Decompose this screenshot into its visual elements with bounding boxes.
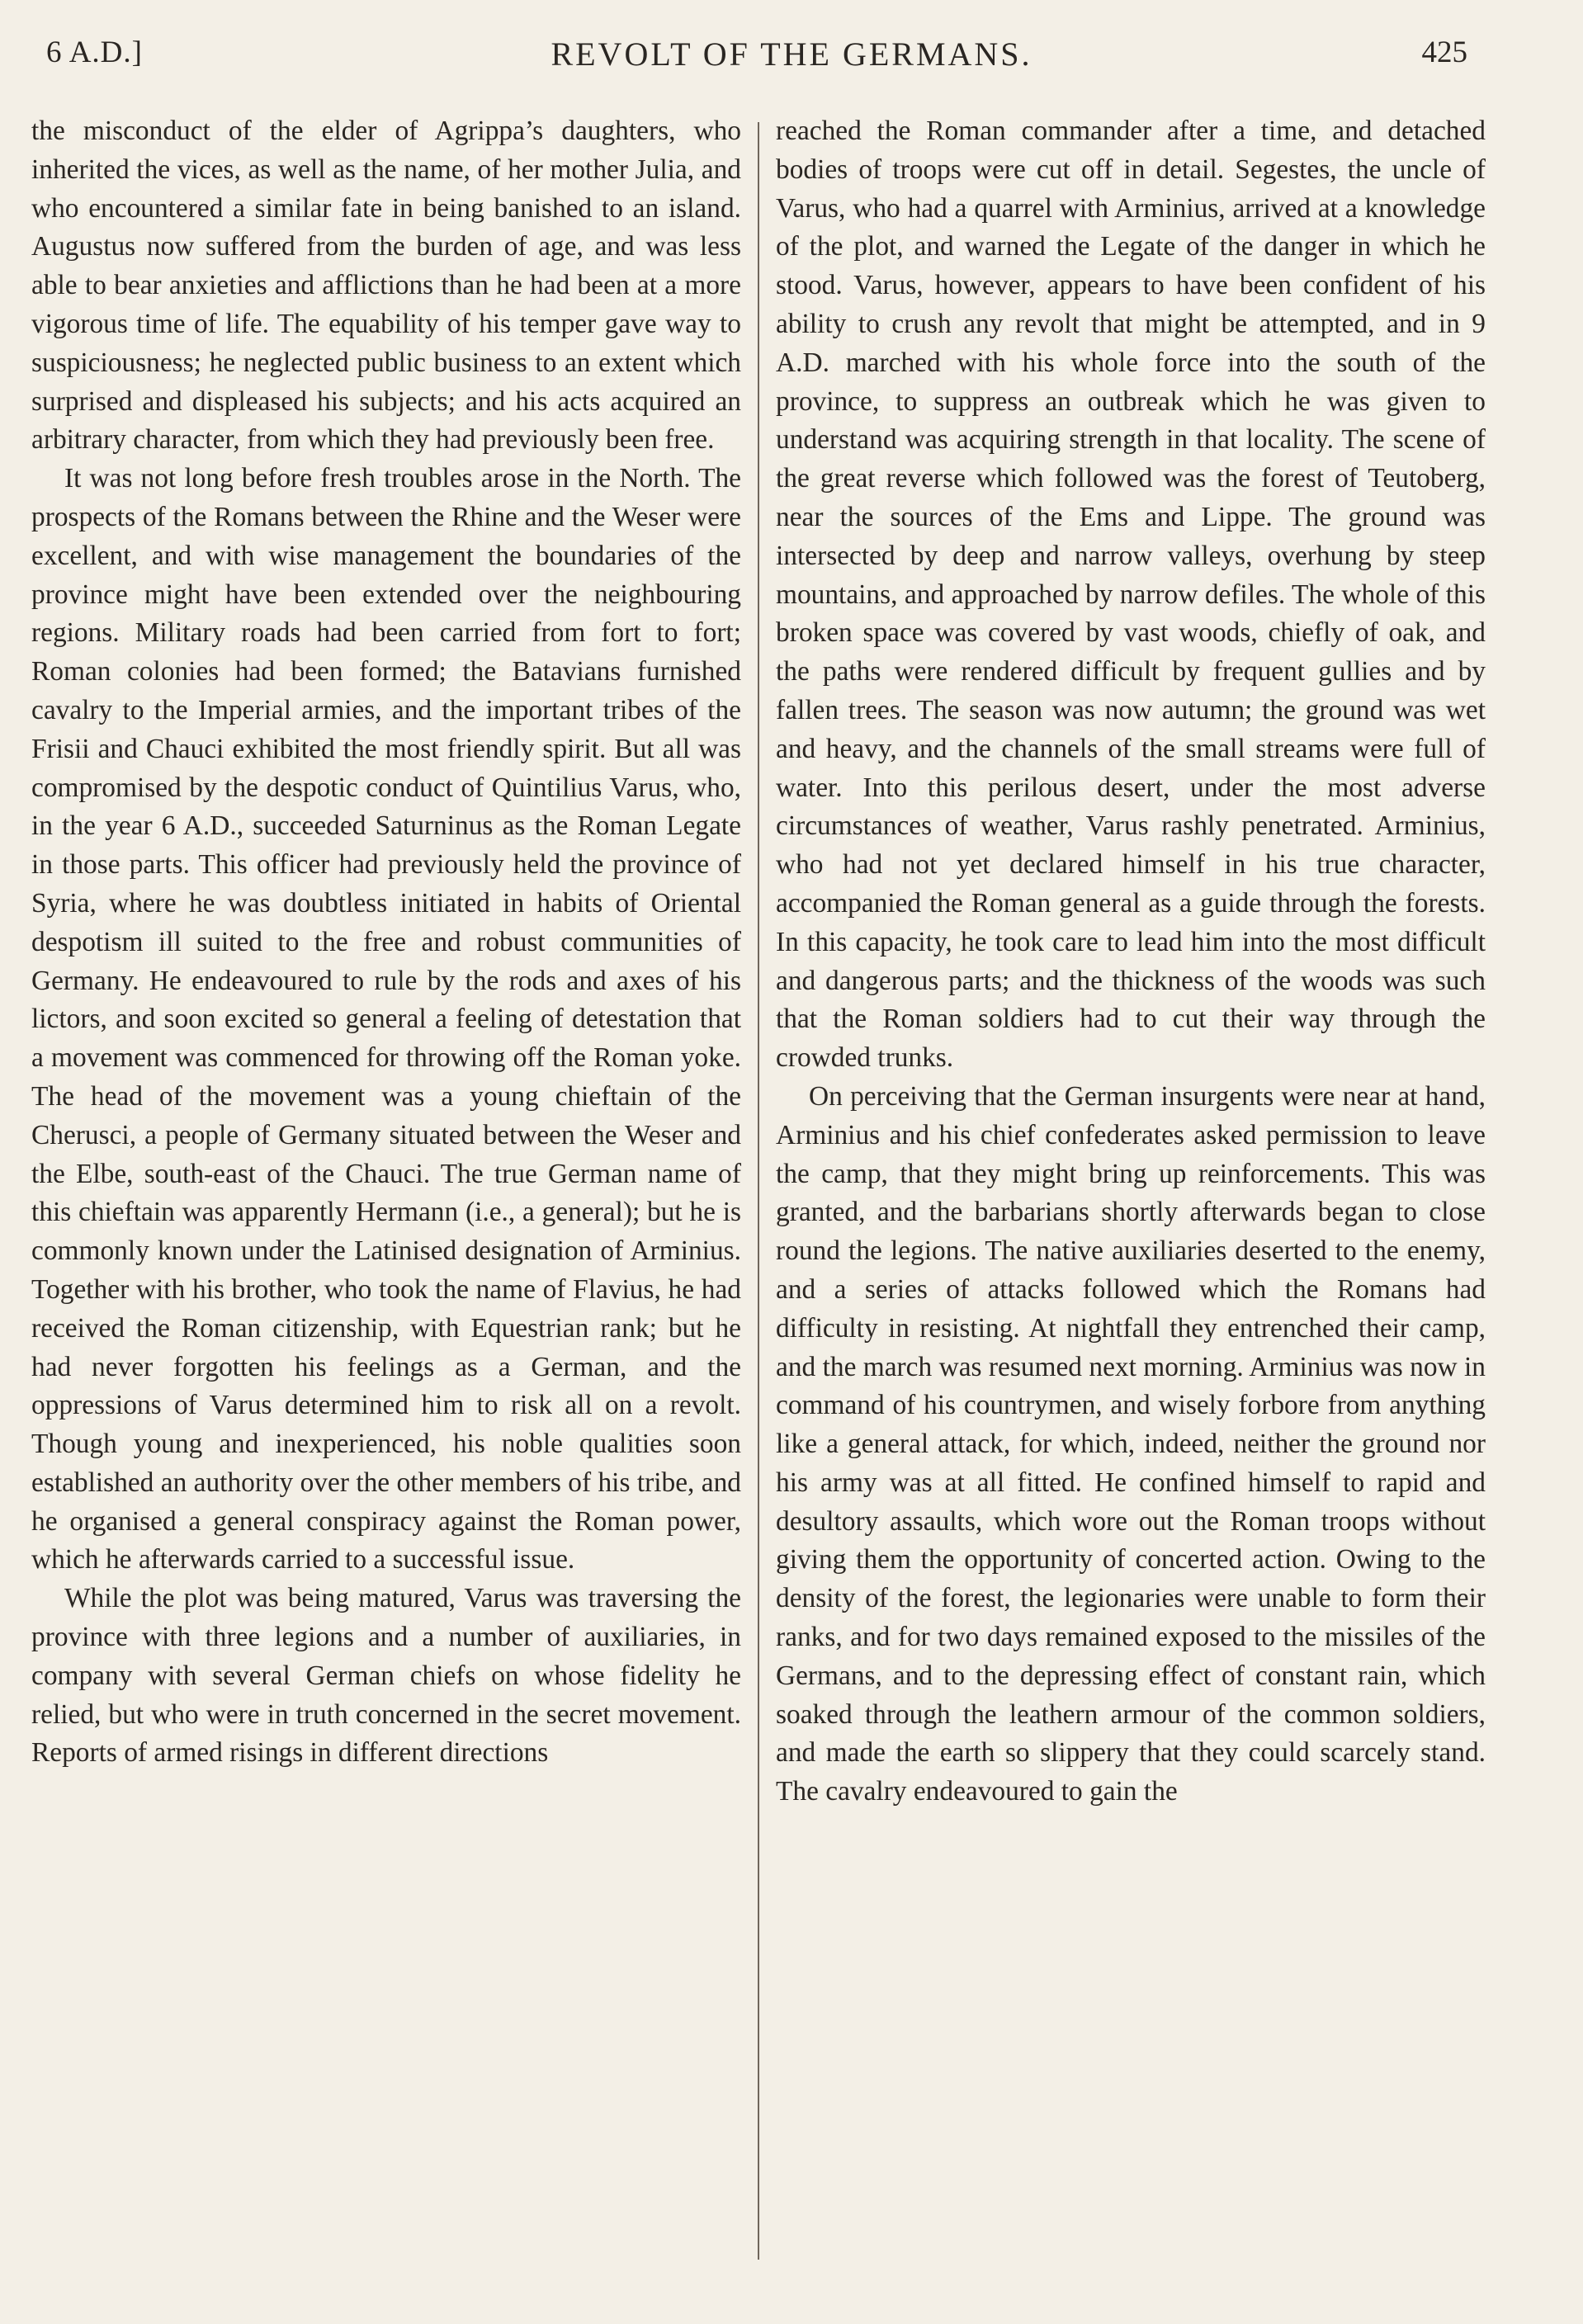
page-number: 425 [1421, 35, 1467, 69]
left-column [31, 112, 741, 1773]
paragraph: While the plot was being matured, Varus was traversing the province with three legions and a number of auxiliaries, in company with several German chiefs on whose fidelity he relied, but who were in truth concerned in the secret movement. Reports of armed risings in different directions [31, 1583, 741, 1769]
header-date-range: 6 A.D.] [46, 35, 143, 69]
running-head [0, 35, 1583, 84]
header-chapter-title: REVOLT OF THE GERMANS. [551, 35, 1032, 73]
paragraph: On perceiving that the German insurgents were near at hand, Arminius and his chief confederates asked permission to leave the camp, that they might bring up reinforcements. This was granted, and the barbarians shortly afterwards began to close round the legions. The native auxiliaries deserted to the enemy, and a series of attacks followed which the Romans had difficulty in resisting. At nightfall they entrenched their camp, and the march was resumed next morning. Arminius was now in command of his countrymen, and wisely forbore from anything like a general attack, for which, indeed, neither the ground nor his army was at all fitted. He confined himself to rapid and desultory assaults, which wore out the Roman troops without giving them the opportunity of concerted action. Owing to the density of the forest, the legionaries were unable to form their ranks, and for two days remained exposed to the missiles of the Germans, and to the depressing effect of constant rain, which soaked through the leathern armour of the common soldiers, and made the earth so slippery that they could scarcely stand. The cavalry endeavoured to gain the [776, 1080, 1486, 1807]
paragraph: It was not long before fresh troubles arose in the North. The prospects of the Romans between the Rhine and the Weser were excellent, and with wise management the boundaries of the province might have been extended over the neighbouring regions. Military roads had been carried from fort to fort; Roman colonies had been formed; the Batavians furnished cavalry to the Imperial armies, and the important tribes of the Frisii and Chauci exhibited the most friendly spirit. But all was compromised by the despotic conduct of Quintilius Varus, who, in the year 6 A.D., succeeded Saturninus as the Roman Legate in those parts. This officer had previously held the province of Syria, where he was doubtless initiated in habits of Oriental despotism ill suited to the free and robust communities of Germany. He endeavoured to rule by the rods and axes of his lictors, and soon excited so general a feeling of detestation that a movement was commenced for throwing off the Roman yoke. The head of the movement was a young chieftain of the Cherusci, a people of Germany situated between the Weser and the Elbe, south-east of the Chauci. The true German name of this chieftain was apparently Hermann (i.e., a general); but he is commonly known under the Latinised designation of Arminius. Together with his brother, who took the name of Flavius, he had received the Roman citizenship, with Equestrian rank; but he had never forgotten his feelings as a German, and the oppressions of Varus determined him to risk all on a revolt. Though young and inexperienced, his noble qualities soon established an authority over the other members of his tribe, and he organised a general conspiracy against the Roman power, which he afterwards carried to a successful issue. [31, 463, 741, 1575]
paragraph: reached the Roman commander after a time, and detached bodies of troops were cut off in detail. Segestes, the uncle of Varus, who had a quarrel with Arminius, arrived at a knowledge of the plot, and warned the Legate of the danger in which he stood. Varus, however, appears to have been confident of his ability to crush any revolt that might be attempted, and in 9 A.D. marched with his whole force into the south of the province, to suppress an outbreak which he was given to understand was acquiring strength in that locality. The scene of the great reverse which followed was the forest of Teutoberg, near the sources of the Ems and Lippe. The ground was intersected by deep and narrow valleys, overhung by steep mountains, and approached by narrow defiles. The whole of this broken space was covered by vast woods, chiefly of oak, and the paths were rendered difficult by frequent gullies and by fallen trees. The season was now autumn; the ground was wet and heavy, and the channels of the small streams were full of water. Into this perilous desert, under the most adverse circumstances of weather, Varus rashly penetrated. Arminius, who had not yet declared himself in his true character, accompanied the Roman general as a guide through the forests. In this capacity, he took care to lead him into the most difficult and dangerous parts; and the thickness of the woods was such that the Roman soldiers had to cut their way through the crowded trunks. [776, 116, 1486, 1074]
paragraph: the misconduct of the elder of Agrippa’s daughters, who inherited the vices, as well as the name, of her mother Julia, and who encountered a similar fate in being banished to an island. Augustus now suffered from the burden of age, and was less able to bear anxieties and afflictions than he had been at a more vigorous time of life. The equability of his temper gave way to suspiciousness; he neglected public business to an extent which surprised and displeased his subjects; and his acts acquired an arbitrary character, from which they had previously been free. [31, 116, 741, 456]
column-divider [758, 122, 759, 2260]
right-column [776, 112, 1486, 1811]
